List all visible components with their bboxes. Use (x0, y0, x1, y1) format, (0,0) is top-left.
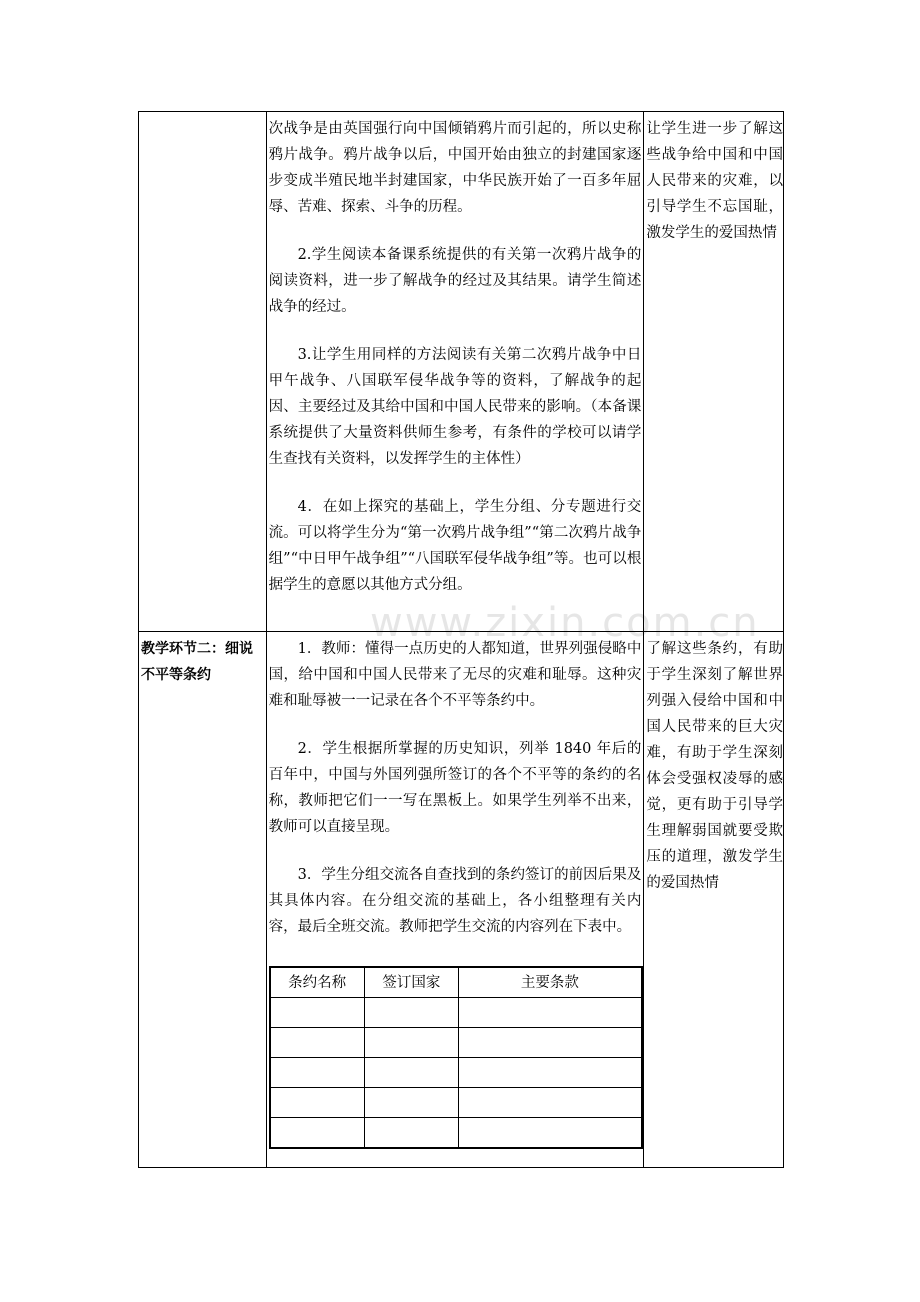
design-note: 让学生进一步了解这些战争给中国和中国人民带来的灾难，以引导学生不忘国耻，激发学生的爱国热情 (646, 121, 783, 241)
table-cell (459, 1088, 642, 1118)
content-cell (266, 632, 644, 1168)
table-cell (364, 1028, 459, 1058)
table-cell (270, 1058, 365, 1088)
table-cell (270, 1088, 365, 1118)
note-cell (644, 632, 784, 1168)
table-row (139, 112, 784, 632)
treaty-table (269, 966, 643, 1149)
table-cell (270, 1118, 365, 1149)
label-cell (139, 632, 267, 1168)
table-cell (459, 1028, 642, 1058)
paragraph: 2．学生根据所掌握的历史知识，列举 1840 年后的百年中，中国与外国列强所签订的各个不平等的条约的名称，教师把它们一一写在黑板上。如果学生列举不出来，教师可以直接呈现。 (268, 741, 642, 836)
note-cell (644, 112, 784, 632)
content-cell (266, 112, 644, 632)
table-cell (270, 998, 365, 1028)
table-row (270, 1028, 642, 1058)
table-cell (364, 1058, 459, 1088)
table-cell (459, 1058, 642, 1088)
table-row (270, 998, 642, 1028)
table-row (139, 632, 784, 1168)
lesson-plan-table (138, 111, 784, 1168)
label-cell-empty (139, 112, 267, 632)
paragraph: 次战争是由英国强行向中国倾销鸦片而引起的，所以史称鸦片战争。鸦片战争以后，中国开始由独立的封建国家逐步变成半殖民地半封建国家，中华民族开始了一百多年屈辱、苦难、探索、斗争的历程。 (268, 121, 642, 215)
design-note: 了解这些条约，有助于学生深刻了解世界列强入侵给中国和中国人民带来的巨大灾难，有助于学生深刻体会受强权凌辱的感觉，更有助于引导学生理解弱国就要受欺压的道理，激发学生的爱国热情 (646, 641, 783, 892)
table-row (270, 1118, 642, 1149)
paragraph: 1．教师：懂得一点历史的人都知道，世界列强侵略中国，给中国和中国人民带来了无尽的灾难和耻辱。这种灾难和耻辱被一一记录在各个不平等条约中。 (268, 641, 642, 710)
treaty-table-header (270, 967, 642, 998)
table-row (270, 1088, 642, 1118)
paragraph: 4．在如上探究的基础上，学生分组、分专题进行交流。可以将学生分为“第一次鸦片战争组”“第二次鸦片战争组”“中日甲午战争组”“八国联军侵华战争组”等。也可以根据学生的意愿以其他方式分组。 (268, 499, 642, 593)
watermark: www.zixin.com.cn (370, 600, 760, 646)
section-label: 教学环节二：细说不平等条约 (141, 641, 253, 684)
table-cell (364, 1088, 459, 1118)
header-cell-treaty-name: 条约名称 (270, 967, 365, 998)
paragraph: 3.让学生用同样的方法阅读有关第二次鸦片战争中日甲午战争、八国联军侵华战争等的资料，了解战争的起因、主要经过及其给中国和中国人民带来的影响。（本备课系统提供了大量资料供师生参考，有条件的学校可以请学生查找有关资料，以发挥学生的主体性） (268, 347, 642, 467)
table-row (270, 1058, 642, 1088)
table-cell (459, 1118, 642, 1149)
paragraph: 2.学生阅读本备课系统提供的有关第一次鸦片战争的阅读资料，进一步了解战争的经过及其结果。请学生简述战争的经过。 (268, 247, 642, 315)
header-cell-main-terms: 主要条款 (459, 967, 642, 998)
table-cell (270, 1028, 365, 1058)
table-cell (459, 998, 642, 1028)
paragraph: 3．学生分组交流各自查找到的条约签订的前因后果及其具体内容。在分组交流的基础上，各小组整理有关内容，最后全班交流。教师把学生交流的内容列在下表中。 (268, 867, 642, 936)
table-cell (364, 998, 459, 1028)
header-cell-country: 签订国家 (364, 967, 459, 998)
table-cell (364, 1118, 459, 1149)
